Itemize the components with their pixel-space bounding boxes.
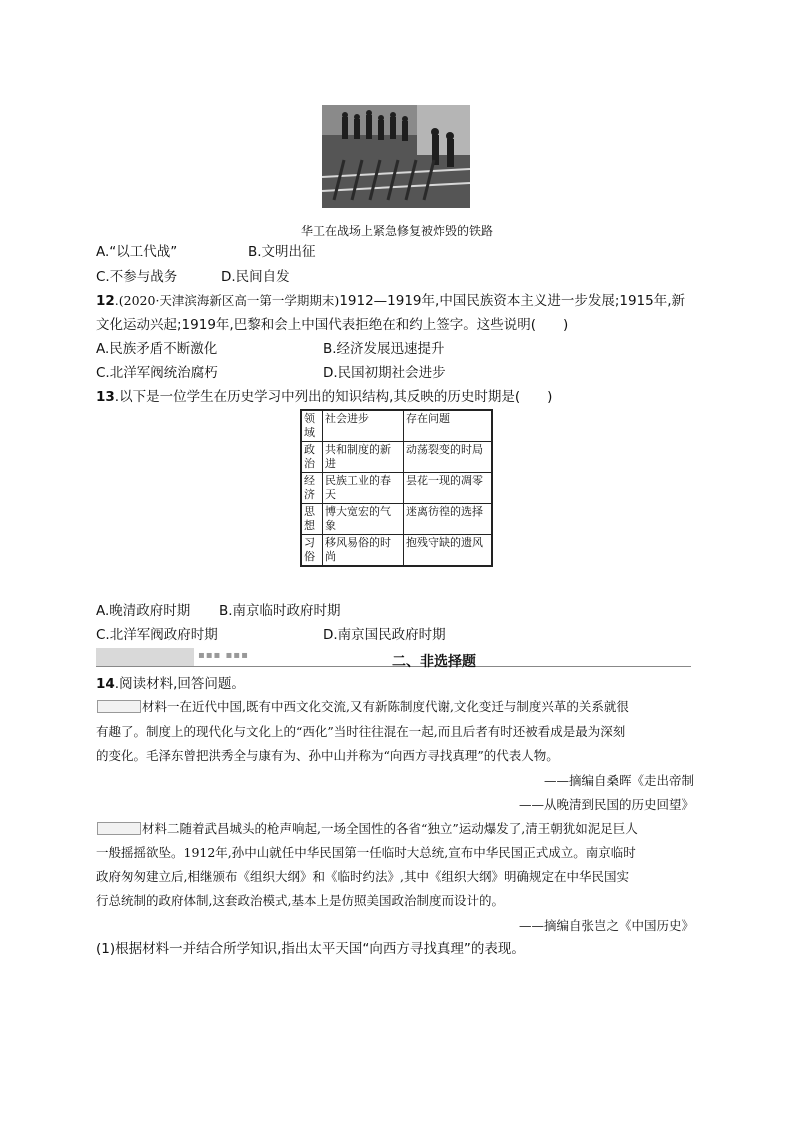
q12-source: .(2020·天津滨海新区高一第一学期期末) xyxy=(114,293,340,308)
material-one-source-1: ——摘编自桑晖《走出帝制 xyxy=(543,773,694,788)
q11-option-d[interactable]: D.民间自发 xyxy=(221,269,290,285)
table-row xyxy=(301,504,492,535)
q12-option-c[interactable]: C.北洋军阀统治腐朽 xyxy=(96,365,218,381)
material-two-line3: 政府匆匆建立后,相继颁布《组织大纲》和《临时约法》,其中《组织大纲》明确规定在中华民国实 xyxy=(96,869,629,884)
q12-stem-line2: 文化运动兴起;1919年,巴黎和会上中国代表拒绝在和约上签字。这些说明( ) xyxy=(96,317,569,333)
material-one-line1: 材料一在近代中国,既有中西文化交流,又有新陈制度代谢,文化变迁与制度兴革的关系就很 xyxy=(142,699,629,714)
table-row xyxy=(301,473,492,504)
q12-number: 12 xyxy=(96,293,115,309)
q11-option-c[interactable]: C.不参与战务 xyxy=(96,269,178,285)
table-cell: 政治 xyxy=(301,442,323,473)
table-cell: 迷离彷徨的选择 xyxy=(404,504,493,535)
material-two-line1: 材料二随着武昌城头的枪声响起,一场全国性的各省“独立”运动爆发了,清王朝犹如泥足巨人 xyxy=(142,821,638,836)
table-header-cell: 领域 xyxy=(301,410,323,442)
material-two-source: ——摘编自张岂之《中国历史》 xyxy=(518,918,694,933)
table-row xyxy=(301,535,492,567)
table-header-cell: 存在问题 xyxy=(404,410,493,442)
q11-option-b[interactable]: B.文明出征 xyxy=(248,244,316,260)
q14-subquestion-1: (1)根据材料一并结合所学知识,指出太平天国“向西方寻找真理”的表现。 xyxy=(96,941,525,957)
table-cell: 习俗 xyxy=(301,535,323,567)
table-cell: 移风易俗的时尚 xyxy=(323,535,404,567)
material-two-line2: 一般摇摇欲坠。1912年,孙中山就任中华民国第一任临时大总统,宣布中华民国正式成立。南京临时 xyxy=(96,845,636,860)
section-header-dots: ▪▪▪ ▪▪▪ xyxy=(198,650,249,661)
q13-number: 13 xyxy=(96,389,115,405)
q13-option-a[interactable]: A.晚清政府时期 xyxy=(96,603,191,619)
table-header-cell: 社会进步 xyxy=(323,410,404,442)
q12-option-a[interactable]: A.民族矛盾不断激化 xyxy=(96,341,218,357)
table-cell: 思想 xyxy=(301,504,323,535)
material-one-source-2: ——从晚清到民国的历史回望》 xyxy=(518,797,694,812)
q14-number: 14 xyxy=(96,676,115,692)
table-header-row xyxy=(301,410,492,442)
table-cell: 昙花一现的凋零 xyxy=(404,473,493,504)
material-one-tag xyxy=(97,700,141,713)
q12-stem-line1 xyxy=(96,292,685,310)
q13-stem xyxy=(96,388,552,406)
table-cell: 经济 xyxy=(301,473,323,504)
material-one-line3: 的变化。毛泽东曾把洪秀全与康有为、孙中山并称为“向西方寻找真理”的代表人物。 xyxy=(96,748,559,763)
q14-stem-text: .阅读材料,回答问题。 xyxy=(114,676,245,692)
section-header-bar xyxy=(96,648,194,666)
material-two-line4: 行总统制的政府体制,这套政治模式,基本上是仿照美国政治制度而设计的。 xyxy=(96,893,504,908)
material-two-tag xyxy=(97,822,141,835)
table-cell: 抱残守缺的遗风 xyxy=(404,535,493,567)
q12-option-d[interactable]: D.民国初期社会进步 xyxy=(323,365,446,381)
knowledge-structure-table xyxy=(300,409,493,567)
q13-option-b[interactable]: B.南京临时政府时期 xyxy=(219,603,341,619)
section-title: 二、非选择题 xyxy=(392,654,476,670)
q13-stem-text: .以下是一位学生在历史学习中列出的知识结构,其反映的历史时期是( ) xyxy=(114,389,553,405)
q14-stem xyxy=(96,675,245,693)
q12-option-b[interactable]: B.经济发展迅速提升 xyxy=(323,341,445,357)
material-one-line2: 有趣了。制度上的现代化与文化上的“西化”当时往往混在一起,而且后者有时还被看成是最为深刻 xyxy=(96,724,626,739)
q13-option-c[interactable]: C.北洋军阀政府时期 xyxy=(96,627,218,643)
table-cell: 共和制度的新进 xyxy=(323,442,404,473)
table-cell: 博大宽宏的气象 xyxy=(323,504,404,535)
photo-caption: 华工在战场上紧急修复被炸毁的铁路 xyxy=(300,224,493,238)
table-cell: 动荡裂变的时局 xyxy=(404,442,493,473)
q12-stem-1: 1912—1919年,中国民族资本主义进一步发展;1915年,新 xyxy=(339,293,686,309)
q13-option-d[interactable]: D.南京国民政府时期 xyxy=(323,627,446,643)
table-cell: 民族工业的春天 xyxy=(323,473,404,504)
photo-railway-repair xyxy=(322,105,470,208)
q11-option-a[interactable]: A.“以工代战” xyxy=(96,244,178,260)
table-row xyxy=(301,442,492,473)
